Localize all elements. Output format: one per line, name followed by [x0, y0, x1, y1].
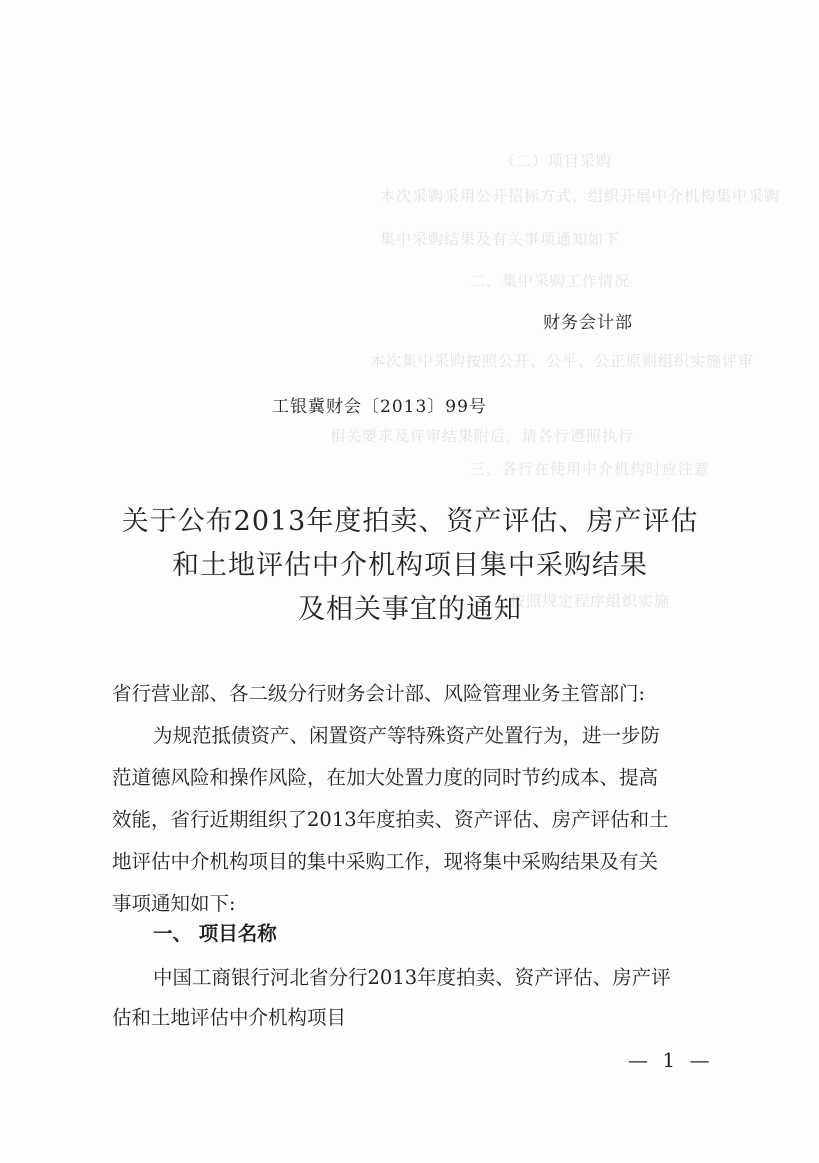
paragraph-line: 效能，省行近期组织了2013年度拍卖、资产评估、房产评估和土	[112, 808, 669, 831]
show-through-text: 二、集中采购工作情况	[470, 272, 631, 290]
document-number: 工银冀财会〔2013〕99号	[272, 397, 487, 417]
show-through-text: 三、各行在使用中介机构时应注意	[470, 460, 711, 478]
title-line: 关于公布2013年度拍卖、资产评估、房产评估	[121, 506, 699, 537]
show-through-text: 本次采购采用公开招标方式，组织开展中介机构集中采购	[380, 187, 781, 205]
addressee-line: 省行营业部、各二级分行财务会计部、风险管理业务主管部门:	[112, 682, 646, 705]
paragraph-line: 估和土地评估中介机构项目	[112, 1006, 347, 1029]
show-through-text: 集中采购结果及有关事项通知如下	[380, 230, 621, 248]
paragraph-line: 范道德风险和操作风险，在加大处置力度的同时节约成本、提高	[112, 766, 659, 789]
paragraph-line: 地评估中介机构项目的集中采购工作，现将集中采购结果及有关	[112, 850, 659, 873]
show-through-text: 按照规定程序组织实施	[510, 592, 671, 610]
paragraph-line: 事项通知如下:	[112, 892, 236, 915]
show-through-text: 相关要求及评审结果附后，请各行遵照执行	[330, 427, 635, 445]
page-number: — 1 —	[628, 1048, 714, 1072]
section-heading: 一、 项目名称	[153, 922, 277, 945]
paragraph-line: 中国工商银行河北省分行2013年度拍卖、资产评估、房产评	[153, 966, 671, 989]
title-line: 及相关事宜的通知	[298, 594, 522, 625]
paragraph-line: 为规范抵债资产、闲置资产等特殊资产处置行为，进一步防	[153, 724, 661, 747]
show-through-text: （二）项目采购	[500, 152, 613, 170]
issuing-department: 财务会计部	[543, 313, 633, 333]
document-title	[80, 500, 740, 632]
show-through-text: 本次集中采购按照公开、公平、公正原则组织实施评审	[370, 352, 755, 370]
title-line: 和土地评估中介机构项目集中采购结果	[172, 550, 648, 581]
